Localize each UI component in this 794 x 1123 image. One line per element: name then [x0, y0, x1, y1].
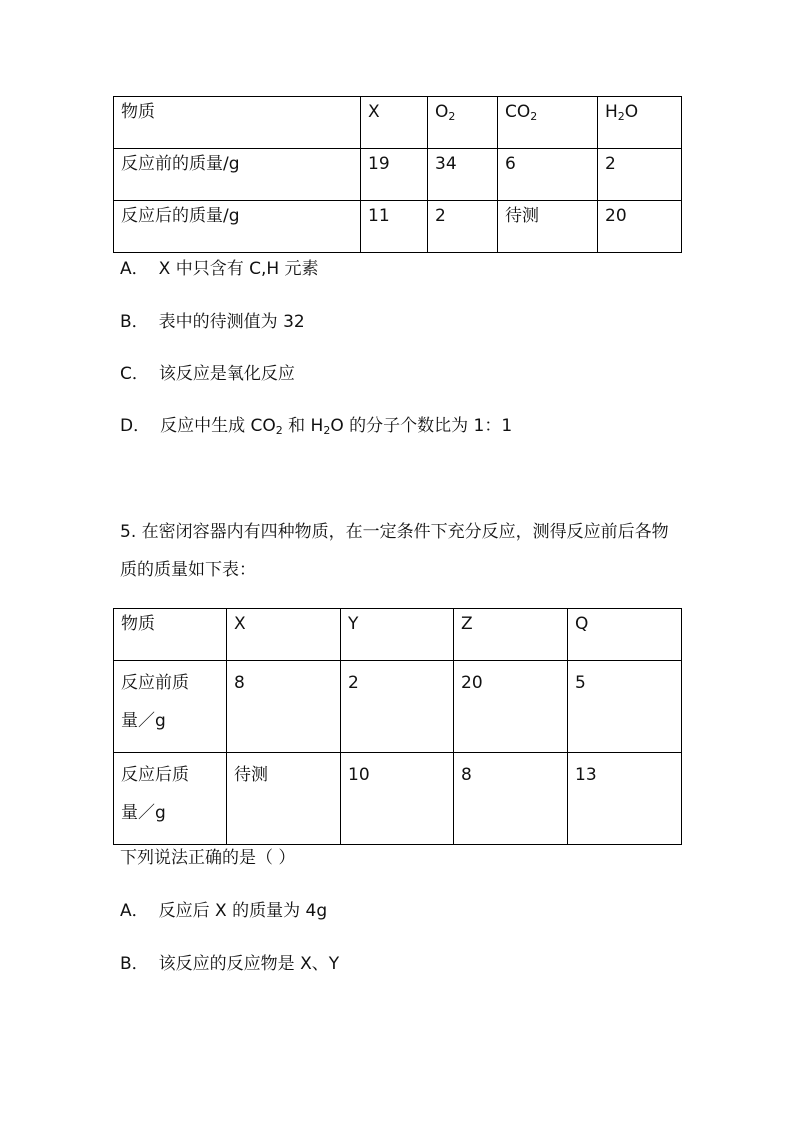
table-row: [114, 753, 682, 845]
table-cell: 11: [361, 201, 428, 253]
table-row: [114, 661, 682, 753]
option-a: A． 反应后 X 的质量为 4g: [120, 901, 328, 921]
table-cell: 6: [498, 149, 598, 201]
header-cell: Q: [568, 609, 682, 661]
table-cell: 5: [568, 661, 682, 753]
option-b: B． 表中的待测值为 32: [120, 312, 305, 332]
header-cell: X: [227, 609, 341, 661]
row-label: 反应前的质量/g: [114, 149, 361, 201]
row-label: 反应后的质量/g: [114, 201, 361, 253]
header-cell: X: [361, 97, 428, 149]
option-d: D． 反应中生成 $CO_2$ 和 $H_2O$ 的分子个数比为 1：1: [120, 416, 513, 437]
option-a: A． X 中只含有 C,H 元素: [120, 259, 319, 279]
header-cell: $CO_2$: [498, 97, 598, 149]
table-row: [114, 201, 682, 253]
table-cell: 2: [428, 201, 498, 253]
table-cell: 2: [598, 149, 682, 201]
table-cell: 10: [341, 753, 454, 845]
table-cell: 20: [598, 201, 682, 253]
table-row: [114, 149, 682, 201]
table-cell: 19: [361, 149, 428, 201]
table-row: [114, 97, 682, 149]
table-cell: 20: [454, 661, 568, 753]
header-cell: Y: [341, 609, 454, 661]
table-cell: 13: [568, 753, 682, 845]
question-5-prompt: 下列说法正确的是（ ）: [120, 848, 296, 868]
mass-table-2: [113, 608, 682, 845]
table-cell: 待测: [227, 753, 341, 845]
header-cell: 物质: [114, 609, 227, 661]
table-cell: 2: [341, 661, 454, 753]
mass-table-1: [113, 96, 682, 253]
question-5-stem: 5. 在密闭容器内有四种物质，在一定条件下充分反应，测得反应前后各物质的质量如下表：: [120, 522, 669, 580]
option-b: B． 该反应的反应物是 X、Y: [120, 954, 340, 974]
table-cell: 待测: [498, 201, 598, 253]
row-label: 反应前质 量／g: [114, 661, 227, 753]
table-cell: 8: [454, 753, 568, 845]
header-cell: 物质: [114, 97, 361, 149]
option-c: C． 该反应是氧化反应: [120, 364, 295, 384]
table-cell: 8: [227, 661, 341, 753]
table-row: [114, 609, 682, 661]
row-label: 反应后质 量／g: [114, 753, 227, 845]
header-cell: $H_2O$: [598, 97, 682, 149]
header-cell: Z: [454, 609, 568, 661]
table-cell: 34: [428, 149, 498, 201]
header-cell: $O_2$: [428, 97, 498, 149]
